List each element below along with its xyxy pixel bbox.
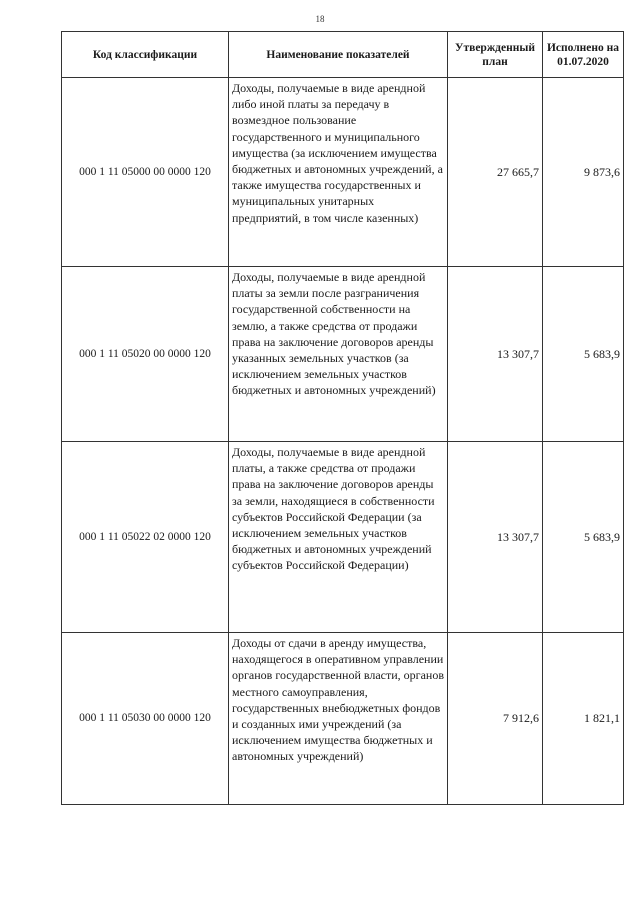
table-header-row: [62, 32, 624, 78]
approved-plan-value: 7 912,6: [448, 633, 543, 805]
header-classification-code: Код классификации: [62, 32, 229, 78]
executed-value: 9 873,6: [543, 78, 624, 267]
approved-plan-value: 13 307,7: [448, 442, 543, 633]
classification-code: 000 1 11 05020 00 0000 120: [62, 267, 229, 442]
indicator-name: Доходы, получаемые в виде арендной либо иной платы за передачу в возмездное пользование государственного и муниципального имущества (за исключением имущества бюджетных и автономных учреждений, а также имущества государственных и муниципальных унитарных предприятий, в том числе казенных): [229, 78, 448, 267]
table-row: [62, 78, 624, 267]
executed-value: 1 821,1: [543, 633, 624, 805]
header-approved-plan: Утвержденный план: [448, 32, 543, 78]
table-row: [62, 633, 624, 805]
executed-value: 5 683,9: [543, 267, 624, 442]
classification-code: 000 1 11 05022 02 0000 120: [62, 442, 229, 633]
table-row: [62, 442, 624, 633]
classification-code: 000 1 11 05000 00 0000 120: [62, 78, 229, 267]
indicator-name: Доходы от сдачи в аренду имущества, находящегося в оперативном управлении органов государственной власти, органов местного самоуправления, государственных внебюджетных фондов и созданных ими учреждений (за исключением имущества бюджетных и автономных учреждений): [229, 633, 448, 805]
table-row: [62, 267, 624, 442]
indicator-name: Доходы, получаемые в виде арендной платы, а также средства от продажи права на заключение договоров аренды за земли, находящиеся в собственности субъектов Российской Федерации (за исключением земельных участков бюджетных и автономных учреждений субъектов Российской Федерации): [229, 442, 448, 633]
header-executed: Исполнено на 01.07.2020: [543, 32, 624, 78]
page-number: 18: [315, 14, 325, 24]
executed-value: 5 683,9: [543, 442, 624, 633]
header-indicator-name: Наименование показателей: [229, 32, 448, 78]
approved-plan-value: 27 665,7: [448, 78, 543, 267]
classification-code: 000 1 11 05030 00 0000 120: [62, 633, 229, 805]
indicator-name: Доходы, получаемые в виде арендной платы за земли после разграничения государственной собственности на землю, а также средства от продажи права на заключение договоров аренды указанных земельных участков (за исключением земельных участков бюджетных и автономных учреждений): [229, 267, 448, 442]
approved-plan-value: 13 307,7: [448, 267, 543, 442]
budget-revenue-table: [61, 31, 624, 805]
